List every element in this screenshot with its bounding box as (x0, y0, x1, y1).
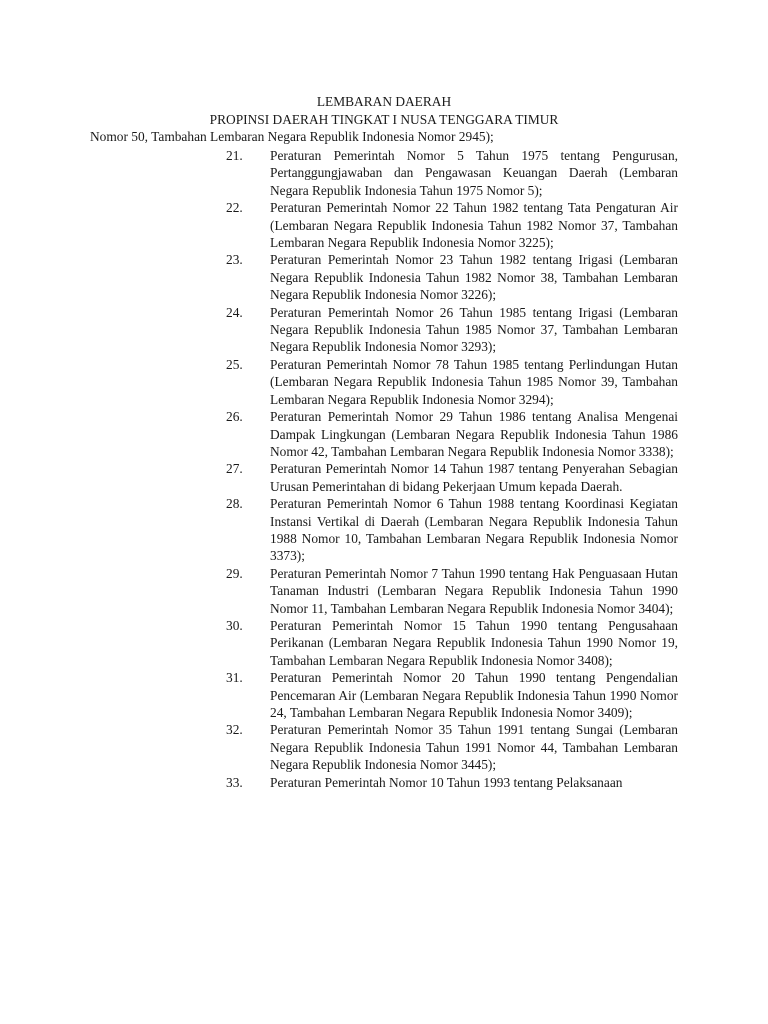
item-number: 21. (226, 148, 243, 163)
list-item (0, 460, 768, 495)
item-number: 28. (226, 496, 243, 512)
list-item (0, 565, 768, 617)
item-text: Peraturan Pemerintah Nomor 23 Tahun 1982 tentang Irigasi (Lembaran Negara Republik Indonesia Tahun 1982 Nomor 38, Tambahan Lembaran Negara Republik Indonesia Nomor 3226); (270, 252, 678, 303)
document-subtitle: PROPINSI DAERAH TINGKAT I NUSA TENGGARA TIMUR (209, 112, 559, 127)
list-item (0, 356, 768, 408)
list-item (0, 774, 768, 791)
item-number: 27. (226, 461, 243, 477)
item-text: Peraturan Pemerintah Nomor 14 Tahun 1987 tentang Penyerahan Sebagian Urusan Pemerintahan di bidang Pekerjaan Umum kepada Daerah. (270, 461, 678, 494)
item-text: Peraturan Pemerintah Nomor 5 Tahun 1975 tentang Pengurusan, Pertanggungjawaban dan Pengawasan Keuangan Daerah (Lembaran Negara Republik Indonesia Tahun 1975 Nomor 5); (270, 148, 678, 198)
item-text: Peraturan Pemerintah Nomor 15 Tahun 1990 tentang Pengusahaan Perikanan (Lembaran Negara Republik Indonesia Tahun 1990 Nomor 19, Tambahan Lembaran Negara Republik Indonesia Nomor 3408); (270, 617, 678, 668)
item-text: Peraturan Pemerintah Nomor 26 Tahun 1985 tentang Irigasi (Lembaran Negara Republik Indonesia Tahun 1985 Nomor 37, Tambahan Lembaran Negara Republik Indonesia Nomor 3293); (270, 304, 678, 355)
list-item (0, 721, 768, 773)
list-item (0, 147, 768, 199)
list-item (0, 617, 768, 669)
item-number: 22. (226, 200, 243, 216)
item-text: Peraturan Pemerintah Nomor 22 Tahun 1982 tentang Tata Pengaturan Air (Lembaran Negara Republik Indonesia Tahun 1982 Nomor 37, Tambahan Lembaran Negara Republik Indonesia Nomor 3225); (270, 200, 678, 251)
list-item (0, 304, 768, 356)
list-item (0, 199, 768, 251)
item-number: 25. (226, 356, 243, 372)
continued-text: Nomor 50, Tambahan Lembaran Negara Republik Indonesia Nomor 2945); (90, 129, 494, 144)
item-number: 33. (226, 774, 243, 790)
list-item (0, 495, 768, 565)
item-number: 23. (226, 252, 243, 268)
item-number: 26. (226, 409, 243, 425)
item-number: 30. (226, 617, 243, 633)
item-number: 29. (226, 565, 243, 581)
list-item (0, 408, 768, 460)
list-item (0, 251, 768, 303)
item-text: Peraturan Pemerintah Nomor 20 Tahun 1990 tentang Pengendalian Pencemaran Air (Lembaran Negara Republik Indonesia Tahun 1990 Nomor 24, Tambahan Lembaran Negara Republik Indonesia Nomor 3409); (270, 670, 678, 720)
item-number: 24. (226, 304, 243, 320)
item-text: Peraturan Pemerintah Nomor 29 Tahun 1986 tentang Analisa Mengenai Dampak Lingkungan (Lembaran Negara Republik Indonesia Tahun 1986 Nomor 42, Tambahan Lembaran Negara Republik Indonesia Nomor 3338); (270, 409, 678, 459)
item-text: Peraturan Pemerintah Nomor 35 Tahun 1991 tentang Sungai (Lembaran Negara Republik Indonesia Tahun 1991 Nomor 44, Tambahan Lembaran Negara Republik Indonesia Nomor 3445); (270, 722, 678, 773)
item-text: Peraturan Pemerintah Nomor 7 Tahun 1990 tentang Hak Penguasaan Hutan Tanaman Industri (Lembaran Negara Republik Indonesia Tahun 1990 Nomor 11, Tambahan Lembaran Negara Republik Indonesia Nomor 3404); (270, 565, 678, 616)
item-text: Peraturan Pemerintah Nomor 10 Tahun 1993 tentang Pelaksanaan (270, 774, 623, 790)
list-item (0, 669, 768, 721)
item-text: Peraturan Pemerintah Nomor 6 Tahun 1988 tentang Koordinasi Kegiatan Instansi Vertikal di Daerah (Lembaran Negara Republik Indonesia Tahun 1988 Nomor 10, Tambahan Lembaran Negara Republik Indonesia Nomor 3373); (270, 496, 678, 564)
item-number: 31. (226, 670, 243, 686)
item-text: Peraturan Pemerintah Nomor 78 Tahun 1985 tentang Perlindungan Hutan (Lembaran Negara Republik Indonesia Tahun 1985 Nomor 39, Tambahan Lembaran Negara Republik Indonesia Nomor 3294); (270, 356, 678, 407)
item-number: 32. (226, 722, 243, 738)
regulation-list (0, 147, 768, 791)
document-title: LEMBARAN DAERAH (316, 94, 452, 109)
